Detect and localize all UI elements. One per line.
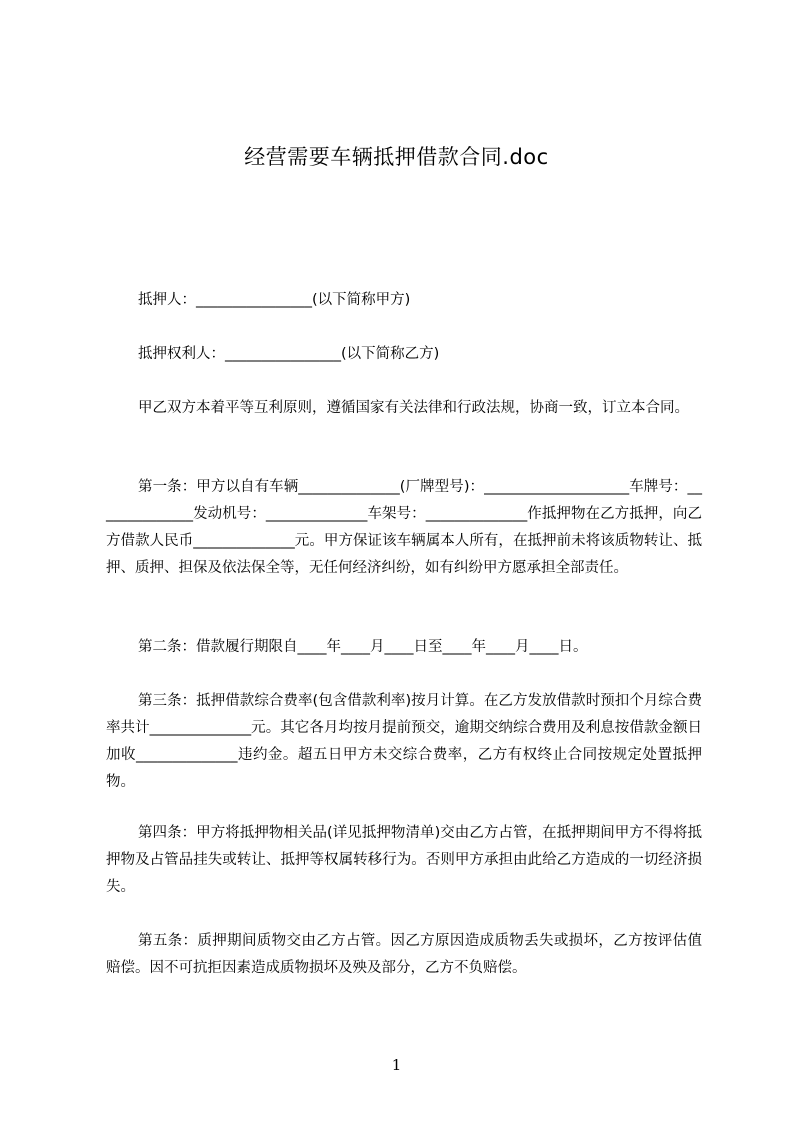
paragraph-article-4: 第四条：甲方将抵押物相关品(详见抵押物清单)交由乙方占管，在抵押期间甲方不得将抵押物及占管品挂失或转让、抵押等权属转移行为。否则甲方承担由此给乙方造成的一切经济损失。 bbox=[106, 825, 702, 895]
paragraph-mortgagor: 抵押人：________________(以下简称甲方) bbox=[138, 292, 411, 308]
paragraph-preamble: 甲乙双方本着平等互利原则，遵循国家有关法律和行政法规，协商一致，订立本合同。 bbox=[138, 400, 689, 416]
document-title: 经营需要车辆抵押借款合同.doc bbox=[244, 145, 549, 169]
page-number: 1 bbox=[391, 1056, 402, 1074]
paragraph-article-1: 第一条：甲方以自有车辆______________(厂牌型号)：____________________车牌号：______________发动机号：______________车架号：______________作抵押物在乙方抵押，向乙方借款人民币______________元。甲方保证该车辆属本人所有，在抵押前未将该质物转让、抵押、质押、担保及依法保全等，无任何经济纠纷，如有纠纷甲方愿承担全部责任。 bbox=[106, 479, 702, 576]
paragraph-article-3: 第三条：抵押借款综合费率(包含借款利率)按月计算。在乙方发放借款时预扣个月综合费率共计______________元。其它各月均按月提前预交，逾期交纳综合费用及利息按借款金额日加收______________违约金。超五日甲方未交综合费率，乙方有权终止合同按规定处置抵押物。 bbox=[106, 693, 702, 790]
paragraph-article-2: 第二条：借款履行期限自____年____月____日至____年____月____日。 bbox=[138, 639, 588, 655]
paragraph-mortgagee: 抵押权利人：________________(以下简称乙方) bbox=[138, 346, 440, 362]
paragraph-article-5: 第五条：质押期间质物交由乙方占管。因乙方原因造成质物丢失或损坏，乙方按评估值赔偿。因不可抗拒因素造成质物损坏及殃及部分，乙方不负赔偿。 bbox=[106, 933, 702, 976]
